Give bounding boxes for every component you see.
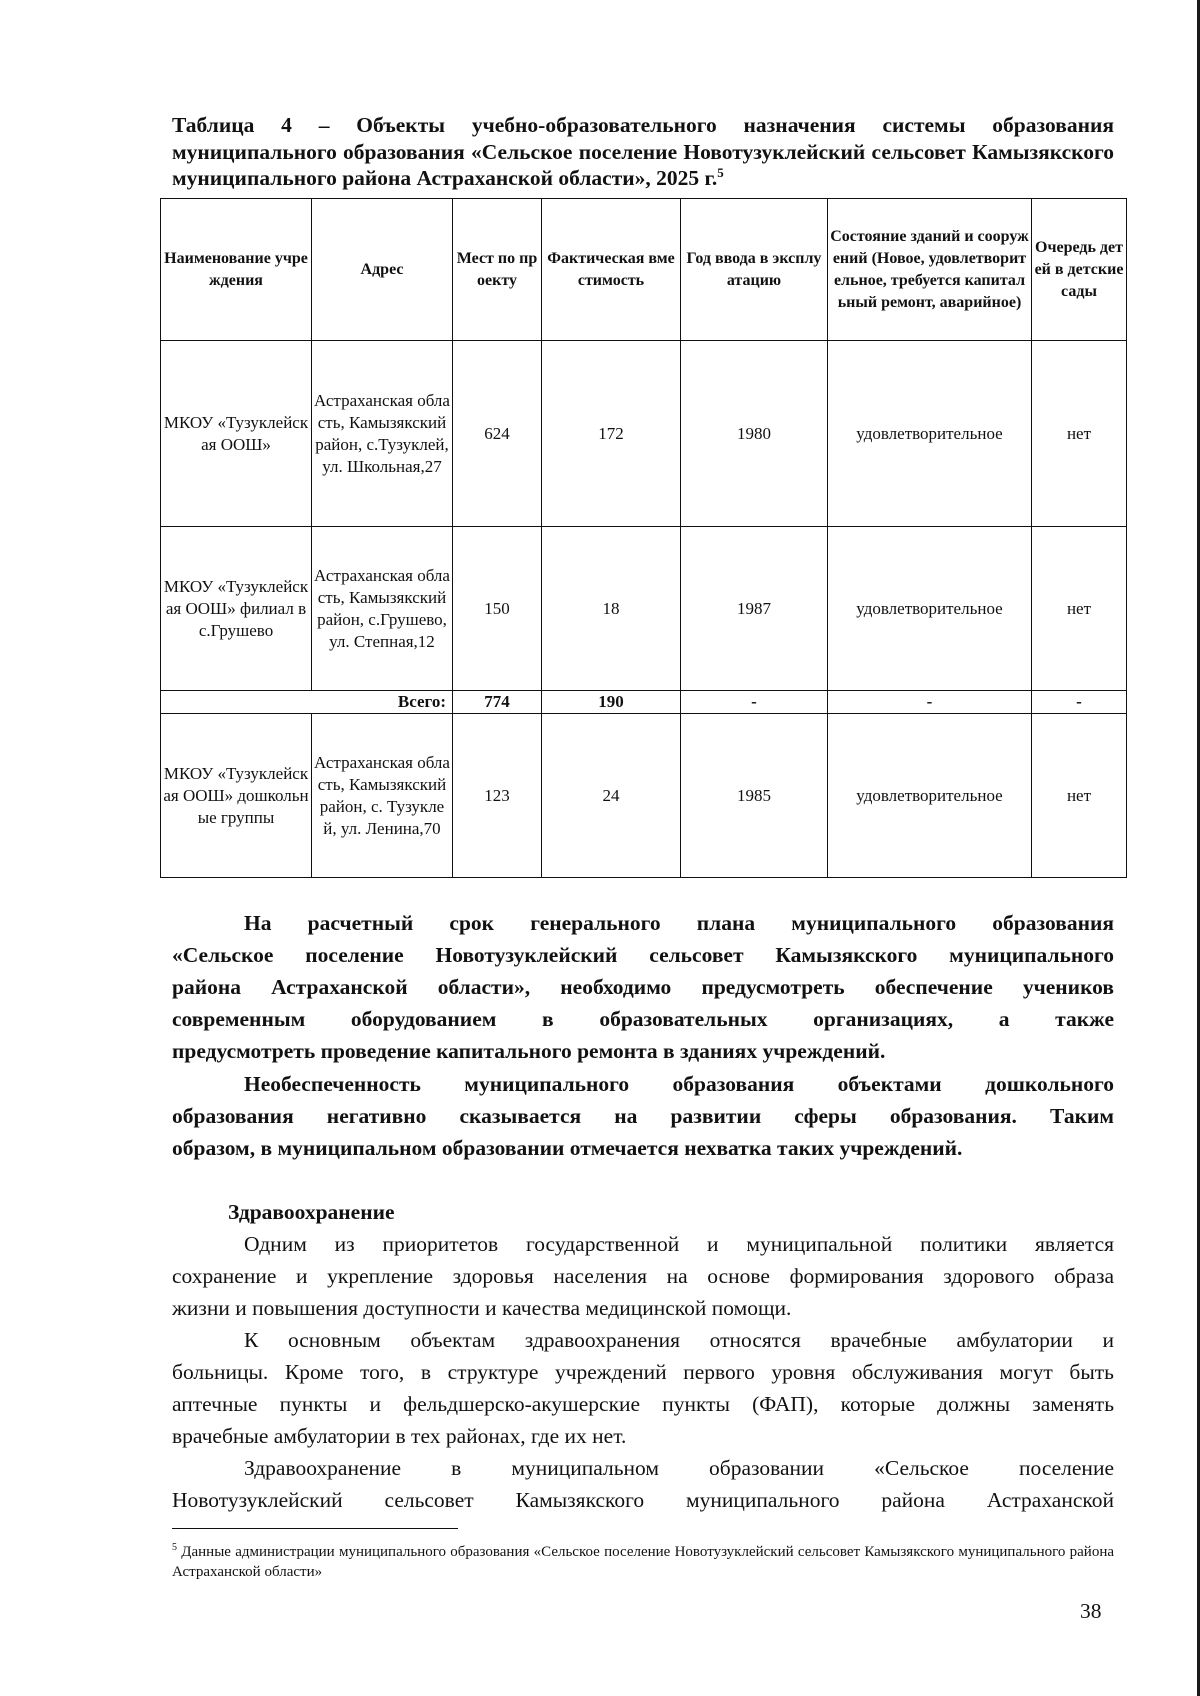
paragraph-3-line-2: Новотузуклейский сельсовет Камызякского муниципального района Астраханской: [172, 1488, 1114, 1512]
cell-condition: удовлетворительное: [828, 714, 1032, 878]
paragraph-2-line-4: врачебные амбулатории в тех районах, где их нет.: [172, 1424, 627, 1448]
caption-footnote-mark: 5: [717, 164, 724, 180]
table-header-row: [161, 199, 1127, 341]
cell-queue: нет: [1032, 527, 1127, 691]
cell-actual: 172: [542, 341, 681, 527]
footnote: [172, 1538, 1114, 1582]
table-row: [161, 714, 1127, 878]
total-capacity: 774: [453, 691, 542, 714]
bold-paragraph-2-line-1: Необеспеченность муниципального образования объектами дошкольного: [244, 1072, 1114, 1096]
cell-year: 1987: [681, 527, 828, 691]
paragraph-2-line-1: К основным объектам здравоохранения относятся врачебные амбулатории и: [244, 1328, 1114, 1352]
cell-name: МКОУ «Тузуклейская ООШ» дошкольные группы: [161, 714, 312, 878]
cell-name: МКОУ «Тузуклейская ООШ» филиал в с.Грушево: [161, 527, 312, 691]
total-actual: 190: [542, 691, 681, 714]
cell-condition: удовлетворительное: [828, 341, 1032, 527]
table-row: [161, 341, 1127, 527]
education-facilities-table: [160, 198, 1127, 878]
cell-year: 1985: [681, 714, 828, 878]
bold-paragraph-2-line-3: образом, в муниципальном образовании отмечается нехватка таких учреждений.: [172, 1136, 963, 1160]
paragraph-1-line-2: сохранение и укрепление здоровья населения на основе формирования здорового образа: [172, 1264, 1114, 1288]
bold-paragraph-1-line-2: «Сельское поселение Новотузуклейский сельсовет Камызякского муниципального: [172, 943, 1114, 967]
bold-paragraph-2-line-2: образования негативно сказывается на развитии сферы образования. Таким: [172, 1104, 1114, 1128]
total-queue: -: [1032, 691, 1127, 714]
cell-capacity: 123: [453, 714, 542, 878]
table-row: [161, 527, 1127, 691]
paragraph-1-line-1: Одним из приоритетов государственной и муниципальной политики является: [244, 1232, 1114, 1256]
total-year: -: [681, 691, 828, 714]
cell-capacity: 150: [453, 527, 542, 691]
header-condition: Состояние зданий и сооружений (Новое, удовлетворительное, требуется капитальный ремонт, аварийное): [828, 199, 1032, 341]
footnote-separator: [172, 1528, 458, 1529]
cell-address: Астраханская область, Камызякский район, с. Тузуклей, ул. Ленина,70: [312, 714, 453, 878]
bold-paragraph-1-line-5: предусмотреть проведение капитального ремонта в зданиях учреждений.: [172, 1039, 886, 1063]
paragraph-2-line-2: больницы. Кроме того, в структуре учреждений первого уровня обслуживания могут быть: [172, 1360, 1114, 1384]
cell-name: МКОУ «Тузуклейская ООШ»: [161, 341, 312, 527]
header-name: Наименование учреждения: [161, 199, 312, 341]
bold-paragraph-1-line-1: На расчетный срок генерального плана муниципального образования: [244, 911, 1114, 935]
cell-queue: нет: [1032, 714, 1127, 878]
header-queue: Очередь детей в детские сады: [1032, 199, 1127, 341]
cell-address: Астраханская область, Камызякский район, с.Тузуклей, ул. Школьная,27: [312, 341, 453, 527]
table-caption: [172, 112, 1114, 192]
paragraph-1-line-3: жизни и повышения доступности и качества медицинской помощи.: [172, 1296, 792, 1320]
bold-paragraph-1-line-3: района Астраханской области», необходимо предусмотреть обеспечение учеников: [172, 975, 1114, 999]
section-heading: Здравоохранение: [228, 1200, 395, 1224]
cell-address: Астраханская область, Камызякский район, с.Грушево, ул. Степная,12: [312, 527, 453, 691]
footnote-mark: 5: [172, 1542, 177, 1553]
header-actual: Фактическая вместимость: [542, 199, 681, 341]
paragraph-3-line-1: Здравоохранение в муниципальном образовании «Сельское поселение: [244, 1456, 1114, 1480]
cell-queue: нет: [1032, 341, 1127, 527]
bold-paragraph-1-line-4: современным оборудованием в образовательных организациях, а также: [172, 1007, 1114, 1031]
cell-actual: 18: [542, 527, 681, 691]
cell-capacity: 624: [453, 341, 542, 527]
total-condition: -: [828, 691, 1032, 714]
cell-actual: 24: [542, 714, 681, 878]
page-number: 38: [1080, 1599, 1102, 1623]
header-address: Адрес: [312, 199, 453, 341]
table-total-row: [161, 691, 1127, 714]
header-year: Год ввода в эксплуатацию: [681, 199, 828, 341]
caption-text: Таблица 4 – Объекты учебно-образовательного назначения системы образования муниципального образования «Сельское поселение Новотузуклейский сельсовет Камызякского муниципального района Астраханской области», 2025 г.: [172, 113, 1114, 190]
cell-year: 1980: [681, 341, 828, 527]
header-capacity: Мест по проекту: [453, 199, 542, 341]
paragraph-2-line-3: аптечные пункты и фельдшерско-акушерские пункты (ФАП), которые должны заменять: [172, 1392, 1114, 1416]
cell-condition: удовлетворительное: [828, 527, 1032, 691]
total-label: Всего:: [161, 691, 453, 714]
footnote-text: Данные администрации муниципального образования «Сельское поселение Новотузуклейский сельсовет Камызякского муниципального района Астраханской области»: [172, 1544, 1115, 1580]
